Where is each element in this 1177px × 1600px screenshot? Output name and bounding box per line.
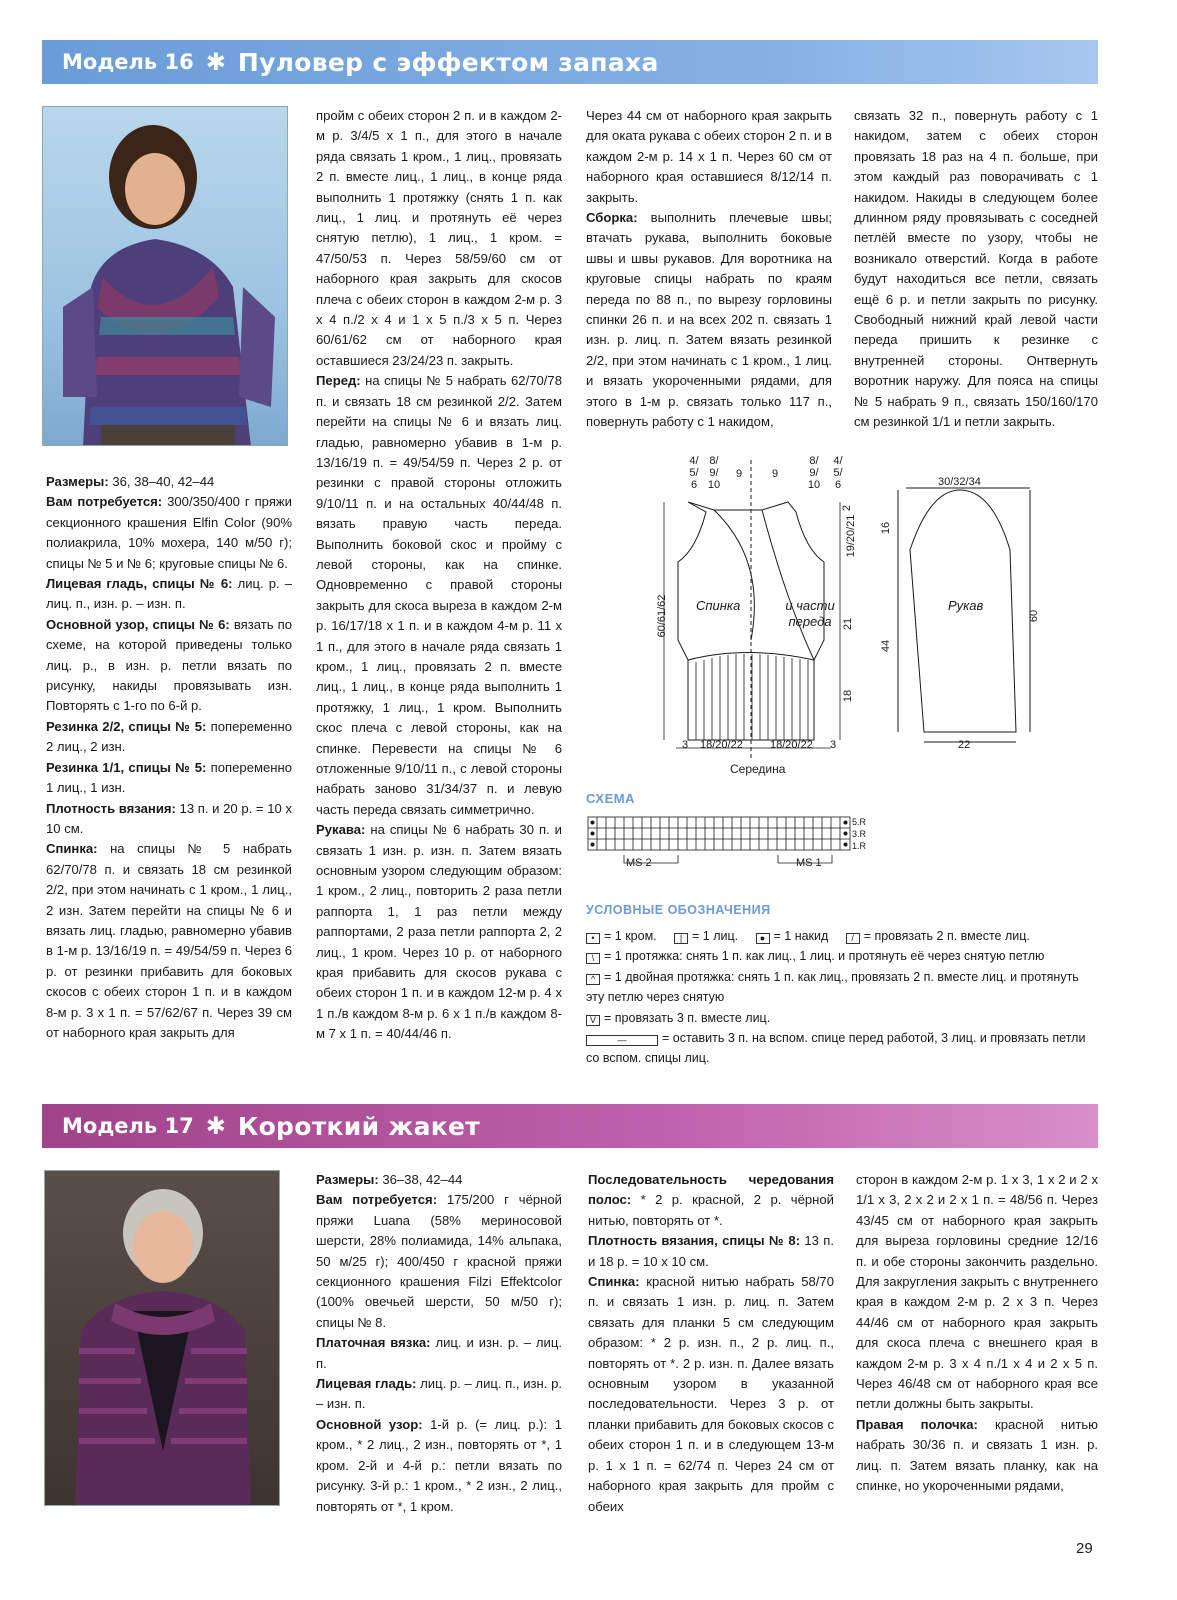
legend-row-2: \ = 1 протяжка: снять 1 п. как лиц., 1 лиц. и протянуть её через снятую петлю	[586, 946, 1098, 966]
chart-ms2: MS 2	[626, 857, 652, 869]
yarn-over-icon: ●	[756, 933, 770, 944]
back-paragraph: Спинка: красной нитью набрать 58/70 п. и связать 1 изн. р. лиц. п. Затем связать для планки 5 см следующим образом: * 2 р. изн. п., 2 р. лиц. п., повторять от *. 2 р. изн. п. Далее вязать основным узором в указанной последовательности. Через 3 р. от планки прибавить для боковых скосов с обеих сторон 1 п. и в следующем 13-м р. 1 х 1 п. = 62/74 п. Через 24 см от наборного края закрыть для пройм с обеих	[588, 1274, 834, 1514]
dim-top-left-1: 4/ 5/ 6	[689, 455, 699, 491]
back-continued-paragraph: пройм с обеих сторон 2 п. и в каждом 2-м р. 3/4/5 х 1 п., для этого в начале ряда связать 1 кром., 1 лиц., провязать 2 п. вместе лиц., 1 лиц., в конце ряда выполнить 1 протяжку (снять 1 п. как лиц., 1 лиц. и протянуть её через снятую петлю), 1 лиц., 1 кром. = 47/50/53 п. Через 58/59/60 см от наборного края закрыть для скосов плеча с обеих сторон в каждом 2-м р. 3 х 4 п./2 х 4 и 1 х 5 п./3 х 5 п. Через 60/61/62 см от наборного края оставшиеся 23/24/23 п. закрыть.	[316, 108, 562, 368]
materials-paragraph: Вам потребуется: 175/200 г чёрной пряжи Luana (58% мериносовой шерсти, 28% полиамида, 14% альпака, 50 м/25 г); 400/450 г красной пряжи секционного крашения Filzi Effektcolor (100% овечьей шерсти, 50 м/50 г); спицы № 8.	[316, 1192, 562, 1330]
sizes-paragraph: Размеры: 36, 38–40, 42–44	[46, 474, 215, 489]
dim-right-3: 21	[842, 617, 855, 631]
schema-title: СХЕМА	[586, 791, 635, 806]
sleeves-paragraph: Рукава: на спицы № 6 набрать 30 п. и связать 1 изн. р. изн. п. Затем вязать основным узором следующим образом: 1 кром., 2 лиц., повторить 2 раза петли раппорта 1, 1 раз петли между раппортами, 2 раза петли раппорта 2, 2 лиц., 1 кром. Через 10 р. от наборного края прибавить для скосов рукава с обеих сторон 1 п. и в каждом 12-м р. 4 х 1 п./в каждом 8-м р. 6 х 1 п./в каждом 8-м 7 х 1 п. = 40/44/46 п.	[316, 822, 562, 1042]
center-label: Середина	[730, 762, 786, 776]
page-number: 29	[1076, 1540, 1093, 1557]
sleeve-dim-1: 16	[880, 521, 893, 535]
assembly-paragraph: Сборка: выполнить плечевые швы; втачать рукава, выполнить боковые швы и швы рукавов. Для воротника на круговые спицы набрать по краям переда по 88 п., по вырезу горловины спинки 26 п. и на всех 202 п. связать 1 изн. р. лиц. п. Затем вязать резинкой 2/2, при этом начинать с 1 кром., 1 лиц. и вязать укороченными рядами, для этого в 1-м р. связать только 117 п., повернуть работу с 1 накидом,	[586, 210, 832, 430]
back-continued-paragraph: сторон в каждом 2-м р. 1 х 3, 1 х 2 и 2 х 1/1 х 3, 2 х 2 и 2 х 1 п. = 48/56 п. Через 43/45 см от наборного края закрыть для выреза горловины средние 12/16 п. и обе стороны закончить раздельно. Для закругления закрыть с внутреннего края в каждом 2-м р. 2 х 3 п. Через 44/46 см от наборного края закрыть для скоса плеча с внешнего края в каждом 2-м р. 3 х 4 п./1 х 4 и 2 х 5 п. Через 46/48 см от наборного края все петли должны быть закрыты.	[856, 1172, 1098, 1412]
stripes-paragraph: Последовательность чередования полос: * 2 р. красной, 2 р. чёрной нитью, повторять от *.	[588, 1172, 834, 1228]
chart-row-3: 3.R	[852, 829, 867, 839]
main-pattern-paragraph: Основной узор, спицы № 6: вязать по схеме, на которой приведены только лиц. р., в изн. р. петли вязать по рисунку, накиды провязывать изн. Повторять с 1-го по 6-й р.	[46, 616, 292, 714]
sleeve-bottom-dim: 22	[958, 739, 971, 751]
chart-row-5: 5.R	[852, 817, 867, 827]
back-label: Спинка	[696, 598, 741, 613]
sleeve-dim-3: 60	[1028, 609, 1041, 623]
dim-bottom-3: 18/20/22	[770, 739, 813, 751]
legend-row-4: V = провязать 3 п. вместе лиц.	[586, 1008, 1098, 1028]
model16-banner	[42, 40, 1098, 84]
model16-column-1	[46, 472, 292, 1043]
dim-top-right-2: 8/ 9/ 10	[807, 455, 821, 491]
sleeve-label: Рукав	[948, 598, 984, 613]
double-decrease-icon: ^	[586, 974, 600, 985]
garter-paragraph: Платочная вязка: лиц. и изн. р. – лиц. п.	[316, 1335, 562, 1371]
woman-sweater-illustration	[43, 107, 288, 446]
dim-top-left-2: 8/ 9/ 10	[707, 455, 721, 491]
legend-row-5: — = оставить 3 п. на вспом. спице перед работой, 3 лиц. и провязать петли со вспом. спицы лиц.	[586, 1031, 1086, 1066]
dim-top-right-1: 9	[772, 468, 779, 480]
rib22-paragraph: Резинка 2/2, спицы № 5: попеременно 2 лиц., 2 изн.	[46, 718, 293, 755]
legend-row-1: • = 1 кром. | = 1 лиц. ● = 1 накид / = провязать 2 п. вместе лиц.	[586, 926, 1098, 946]
model17-column-2	[316, 1170, 562, 1517]
sleeve-top-dim: 30/32/34	[938, 476, 981, 488]
model17-banner	[42, 1104, 1098, 1148]
front-paragraph: Перед: на спицы № 5 набрать 62/70/78 п. и связать 18 см резинкой 2/2. Затем перейти на спицы № 6 и вязать лиц. гладью, равномерно убавив в 1-м р. 13/16/19 п. = 49/54/59 п. Через 2 р. от резинки с правой стороны отложить 9/10/11 п. и на остальных 40/44/48 п. вязать правую часть переда. Выполнить боковой скос и пройму с левой стороны, как на спинке. Одновременно с правой стороны закрыть для скоса выреза в каждом 2-м р. 16/17/18 х 1 п. и в каждом 4-м р. 11 х 1 п., для этого в начале ряда связать 1 кром., 1 лиц., провязать 2 п. вместе лиц., 1 лиц., в конце ряда выполнить 1 протяжку, 1 лиц., 1 кром. Выполнить скос плеча с левой стороны, как на спинке. Перевести на спицы № 6 отложенные 9/10/11 п., с левой стороны набрать заново 31/34/37 п. и левую часть переда связать симметрично.	[316, 373, 562, 817]
dim-bottom-4: 3	[830, 739, 837, 751]
gauge-paragraph: Плотность вязания, спицы № 8: 13 п. и 18 р. = 10 х 10 см.	[588, 1233, 834, 1269]
back-paragraph: Спинка: на спицы № 5 набрать 62/70/78 п. и связать 18 см резинкой 2/2, при этом начинать с 1 кром., 1 лиц., 2 изн. Затем перейти на спицы № 6 и вязать лиц. гладью, равномерно убавив в 1-м р. 13/16/19 п. = 49/54/59 п. Через 6 р. от резинки прибавить для боковых скосов с обеих сторон 1 п. и в каждом 8-м р. 3 х 1 п. = 57/62/67 п. Через 39 см от наборного края закрыть для	[46, 841, 292, 1040]
model17-photo	[44, 1170, 280, 1506]
asterisk-icon: ✱	[205, 1112, 226, 1140]
main-pattern-paragraph: Основной узор: 1-й р. (= лиц. р.): 1 кром., * 2 лиц., 2 изн., повторять от *, 1 кром. 2-й и 4-й р.: петли вязать по рисунку. 3-й р.: 1 кром., * 2 изн., 2 лиц., повторять от *, 1 кром.	[316, 1416, 562, 1514]
sizes-paragraph: Размеры: 36–38, 42–44	[316, 1172, 463, 1187]
model17-title: Короткий жакет	[237, 1111, 481, 1141]
model17-column-4	[856, 1170, 1098, 1497]
sleeves-continued-paragraph: Через 44 см от наборного края закрыть для оката рукава с обеих сторон 2 п. и в каждом 2-м р. 14 х 1 п. Через 60 см от наборного края оставшиеся 8/12/14 п. закрыть.	[586, 108, 832, 205]
stockinette-paragraph: Лицевая гладь, спицы № 6: лиц. р. – лиц. п., изн. р. – изн. п.	[46, 576, 292, 612]
model17-column-3	[588, 1170, 834, 1517]
model16-column-2	[316, 106, 562, 1045]
assembly-continued-paragraph: связать 32 п., повернуть работу с 1 накидом, затем с обеих сторон провязать 18 раз на 4 п. больше, при этом каждый раз поворачивать с 1 накидом. Накиды в следующем более длинном ряду провязывать с соседней петлёй вместе по узору, чтобы не возникало отверстий. Когда в работе будут находиться все петли, связать ещё 6 р. и петли закрыть по рисунку. Свободный нижний край левой части переда пришить к резинке с внутренней стороны. Онтвернуть воротник наружу. Для пояса на спицы № 5 набрать 9 п., связать 150/160/170 см резинкой 1/1 и петли закрыть.	[854, 108, 1098, 430]
legend-title: УСЛОВНЫЕ ОБОЗНАЧЕНИЯ	[586, 903, 771, 917]
k3tog-icon: V	[586, 1015, 600, 1026]
chart-row-1: 1.R	[852, 841, 867, 851]
chart-ms1: MS 1	[796, 857, 822, 869]
legend	[586, 926, 1098, 1069]
front-label: и части переда	[785, 598, 835, 629]
dim-height: 60/61/62	[656, 594, 668, 638]
sleeve-dim-2: 44	[880, 639, 893, 653]
model16-number: Модель 16	[62, 50, 194, 74]
model16-title: Пуловер с эффектом запаха	[237, 47, 659, 77]
gauge-paragraph: Плотность вязания: 13 п. и 20 р. = 10 х 10 см.	[46, 800, 292, 836]
rib11-paragraph: Резинка 1/1, спицы № 5: попеременно 1 лиц., 1 изн.	[46, 759, 293, 796]
cable-icon: —	[586, 1035, 658, 1046]
dim-right-2: 19/20/21	[845, 514, 857, 558]
dim-bottom-1: 3	[682, 739, 689, 751]
dim-right-1: 2	[841, 504, 854, 512]
k2tog-icon: /	[846, 933, 860, 944]
edge-stitch-icon: •	[586, 933, 600, 944]
asterisk-icon: ✱	[205, 48, 226, 76]
model16-photo	[42, 106, 288, 446]
knit-stitch-icon: |	[674, 933, 688, 944]
dim-right-4: 18	[842, 689, 855, 703]
right-front-paragraph: Правая полочка: красной нитью набрать 30/36 п. и связать 1 изн. р. лиц. п. Затем вязать планку, как на спинке, но укороченными рядами,	[856, 1416, 1098, 1494]
model17-number: Модель 17	[62, 1114, 194, 1138]
legend-row-3: ^ = 1 двойная протяжка: снять 1 п. как лиц., провязать 2 п. вместе лиц. и протянуть эту петлю через снятую	[586, 969, 1079, 1005]
woman-jacket-illustration	[45, 1171, 280, 1506]
materials-paragraph: Вам потребуется: 300/350/400 г пряжи секционного крашения Elfin Color (90% полиакрила, 10% мохера, 140 м/50 г); спицы № 5 и № 6; круговые спицы № 6.	[46, 494, 292, 571]
model16-column-4	[854, 106, 1098, 433]
stockinette-paragraph: Лицевая гладь: лиц. р. – лиц. п., изн. р. – изн. п.	[316, 1376, 562, 1412]
body-pattern-diagram	[586, 450, 886, 780]
dim-top-left-3: 9	[736, 468, 743, 480]
dim-top-right-3: 4/ 5/ 6	[833, 455, 843, 491]
dim-bottom-2: 18/20/22	[700, 739, 743, 751]
skpo-icon: \	[586, 953, 600, 964]
sleeve-pattern-diagram	[870, 470, 1050, 760]
model16-column-3	[586, 106, 832, 433]
